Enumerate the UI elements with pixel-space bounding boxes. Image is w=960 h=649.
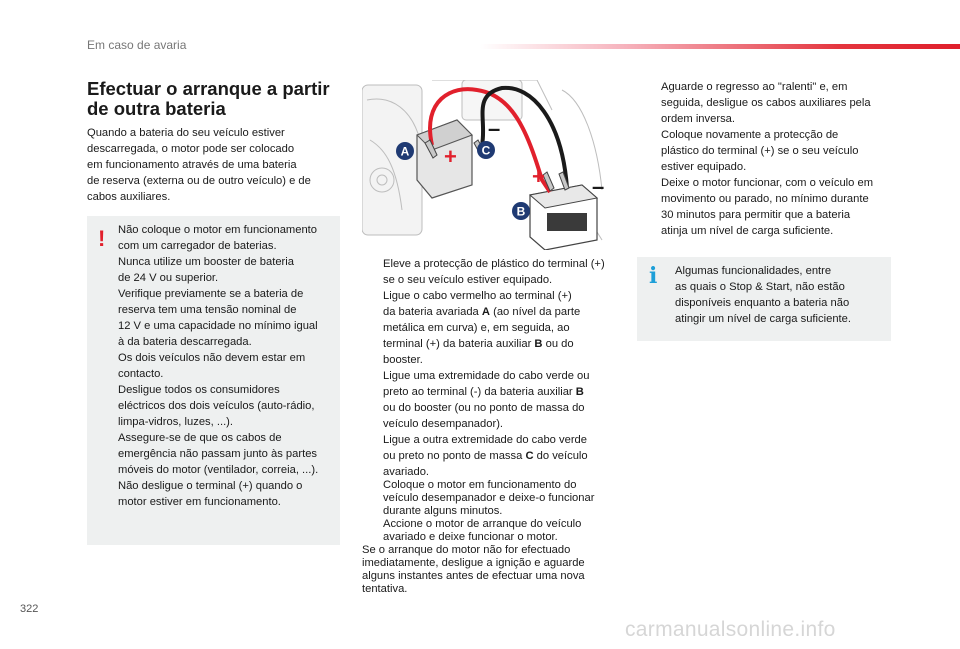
text-line — [383, 304, 620, 320]
list-item — [362, 288, 620, 368]
section-title: Em caso de avaria — [87, 38, 187, 52]
text-line: Desligue todos os consumidores — [118, 384, 280, 396]
text-line: emergência não passam junto às partes — [118, 448, 318, 460]
jump-start-illustration — [362, 80, 607, 250]
text-line: Eleve a protecção de plástico do terminal (+) — [383, 258, 605, 270]
bold-label: B — [575, 386, 584, 398]
text-line: Coloque o motor em funcionamento do — [383, 479, 577, 491]
intro-paragraph — [87, 125, 337, 205]
label-b — [512, 202, 530, 220]
text-line: veículo desempanador e deixe-o funcionar — [383, 492, 595, 504]
text-line: com um carregador de baterias. — [118, 240, 277, 252]
warning-text — [118, 222, 340, 510]
text-line: Os dois veículos não devem estar em — [118, 352, 306, 364]
text-line: Algumas funcionalidades, entre — [675, 265, 832, 277]
page-number: 322 — [20, 603, 39, 615]
list-item — [362, 518, 620, 544]
text-line: ou do booster (ou no ponto de massa do — [383, 402, 585, 414]
list-item — [640, 127, 890, 175]
header-accent-bar — [480, 44, 960, 49]
text-fragment: da bateria avariada — [383, 306, 482, 318]
text-line: durante alguns minutos. — [383, 505, 503, 517]
text-line: Se o arranque do motor não for efectuado — [362, 544, 571, 556]
title-line: Efectuar o arranque a partir — [87, 78, 330, 99]
retry-note — [362, 544, 620, 596]
info-box — [637, 257, 891, 341]
text-line: Nunca utilize um booster de bateria — [118, 256, 294, 268]
text-fragment: ou preto no ponto de massa — [383, 450, 526, 462]
text-line: 12 V e uma capacidade no mínimo igual — [118, 320, 318, 332]
text-line: Ligue o cabo vermelho ao terminal (+) — [383, 290, 572, 302]
info-text — [675, 263, 880, 327]
list-item — [362, 368, 620, 432]
label-b-text: B — [516, 204, 526, 219]
text-line: imediatamente, desligue a ignição e aguarde — [362, 557, 585, 569]
text-line: Não desligue o terminal (+) quando o — [118, 480, 303, 492]
exclamation-warning-icon: ! — [98, 226, 106, 251]
text-line: plástico do terminal (+) se o seu veículo — [661, 145, 859, 157]
text-line: Ligue uma extremidade do cabo verde ou — [383, 370, 590, 382]
watermark: carmanualsonline.info — [625, 618, 836, 641]
label-c-text: C — [481, 143, 491, 158]
label-a-text: A — [400, 144, 410, 159]
page-title — [87, 79, 347, 119]
text-line: motor estiver em funcionamento. — [118, 496, 281, 508]
label-c — [477, 141, 495, 159]
list-item — [362, 432, 620, 480]
text-line: Quando a bateria do seu veículo estiver — [87, 127, 285, 139]
label-a — [396, 142, 414, 160]
text-line: booster. — [383, 354, 423, 366]
text-line: seguida, desligue os cabos auxiliares pela — [661, 97, 871, 109]
text-line: as quais o Stop & Start, não estão — [675, 281, 845, 293]
title-line: de outra bateria — [87, 98, 226, 119]
text-line: móveis do motor (ventilador, correia, ...). — [118, 464, 319, 476]
list-item — [640, 79, 890, 127]
text-line: ordem inversa. — [661, 113, 735, 125]
bold-label: C — [525, 450, 534, 462]
text-line — [383, 448, 620, 464]
text-line: avariado. — [383, 466, 430, 478]
text-line: de reserva (externa ou de outro veículo) e de — [87, 175, 311, 187]
text-line: atinja um nível de carga suficiente. — [661, 225, 834, 237]
text-line: disponíveis enquanto a bateria não — [675, 297, 850, 309]
text-line: estiver equipado. — [661, 161, 747, 173]
auxiliary-battery — [530, 185, 597, 250]
text-line: tentativa. — [362, 583, 408, 595]
list-item — [362, 256, 620, 288]
aux-battery-plus-sign: + — [532, 164, 545, 189]
warning-box — [87, 216, 340, 545]
text-line: atingir um nível de carga suficiente. — [675, 313, 851, 325]
text-line: contacto. — [118, 368, 164, 380]
text-line: Ligue a outra extremidade do cabo verde — [383, 434, 587, 446]
ground-minus-sign: – — [488, 116, 501, 141]
info-icon: i — [649, 263, 658, 289]
text-fragment: ou do — [542, 338, 574, 350]
text-line: se o seu veículo estiver equipado. — [383, 274, 553, 286]
bold-label: B — [534, 338, 543, 350]
text-line: em funcionamento através de uma bateria — [87, 159, 297, 171]
text-line: avariado e deixe funcionar o motor. — [383, 531, 558, 543]
text-line: eléctricos dos dois veículos (auto-rádio, — [118, 400, 315, 412]
text-line — [383, 336, 620, 352]
text-line: descarregada, o motor pode ser colocado — [87, 143, 295, 155]
text-line: Accione o motor de arranque do veículo — [383, 518, 582, 530]
steps-list — [362, 256, 620, 480]
text-line: veículo desempanador). — [383, 418, 504, 430]
text-line: de 24 V ou superior. — [118, 272, 219, 284]
text-line: Coloque novamente a protecção de — [661, 129, 839, 141]
dead-battery-plus-sign: + — [444, 144, 457, 169]
text-fragment: (ao nível da parte — [489, 306, 581, 318]
text-line: Assegure-se de que os cabos de — [118, 432, 282, 444]
text-line: Não coloque o motor em funcionamento — [118, 224, 318, 236]
text-line: 30 minutos para permitir que a bateria — [661, 209, 851, 221]
final-steps-list — [640, 79, 890, 239]
text-fragment: terminal (+) da bateria auxiliar — [383, 338, 535, 350]
text-line: à da bateria descarregada. — [118, 336, 252, 348]
text-line: Verifique previamente se a bateria de — [118, 288, 304, 300]
bold-label: A — [481, 306, 490, 318]
text-line: Aguarde o regresso ao "ralenti" e, em — [661, 81, 848, 93]
text-fragment: do veículo — [533, 450, 588, 462]
text-line: metálica em curva) e, em seguida, ao — [383, 322, 570, 334]
steps-list-continued — [362, 479, 620, 596]
text-line: alguns instantes antes de efectuar uma nova — [362, 570, 585, 582]
text-line: Deixe o motor funcionar, com o veículo em — [661, 177, 874, 189]
text-line: movimento ou parado, no mínimo durante — [661, 193, 869, 205]
text-line — [383, 384, 620, 400]
aux-battery-minus-sign: – — [592, 174, 605, 199]
text-line: reserva tem uma tensão nominal de — [118, 304, 297, 316]
text-line: limpa-vidros, luzes, ...). — [118, 416, 234, 428]
list-item — [362, 479, 620, 518]
text-line: cabos auxiliares. — [87, 191, 171, 203]
text-fragment: preto ao terminal (-) da bateria auxiliar — [383, 386, 576, 398]
list-item — [640, 175, 890, 239]
